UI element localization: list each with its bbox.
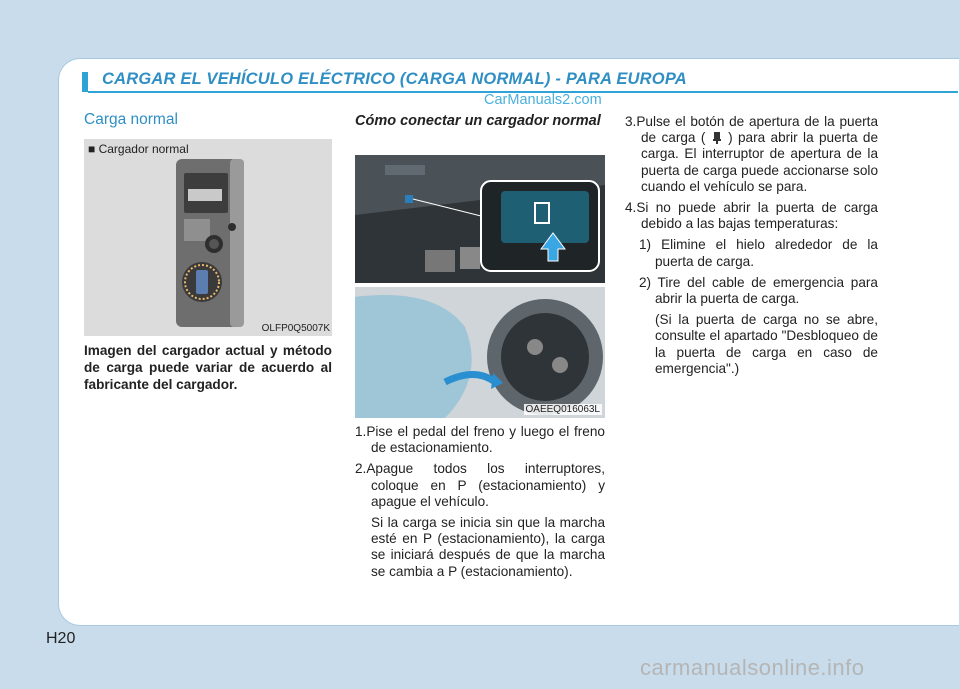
- charge-door-icon: [711, 131, 723, 144]
- charge-door-photo: [355, 287, 605, 418]
- section-title: CARGAR EL VEHÍCULO ELÉCTRICO (CARGA NORMAL) - PARA EUROPA: [102, 70, 687, 88]
- step-4-sub-2: 2) Tire del cable de emergencia para abrir la puerta de carga.: [639, 274, 878, 307]
- charger-caption: Imagen del cargador actual y método de carga puede variar de acuerdo al fabricante del cargador.: [84, 343, 332, 392]
- step-4-note: (Si la puerta de carga no se abre, consulte el apartado "Desbloqueo de la puerta de carga en caso de emergencia".): [655, 312, 878, 376]
- pedal-illustration: [355, 155, 605, 283]
- brake-pedal-photo: [355, 155, 605, 283]
- step-3: [625, 114, 878, 195]
- step-1: 1.Pise el pedal del freno y luego el freno de estacionamiento.: [355, 424, 605, 456]
- step-4: 4.Si no puede abrir la puerta de carga debido a las bajas temperaturas:: [625, 200, 878, 232]
- page-number: H20: [46, 630, 76, 647]
- connect-heading: Cómo conectar un cargador normal: [355, 113, 601, 129]
- site-watermark[interactable]: CarManuals2.com: [484, 92, 602, 108]
- title-accent-bar: [82, 72, 88, 92]
- steps-list-middle: [355, 424, 605, 585]
- footer-watermark[interactable]: carmanualsonline.info: [640, 655, 865, 680]
- figure-code: OLFP0Q5007K: [261, 323, 330, 334]
- steps-list-right: [625, 114, 878, 377]
- photo-code: OAEEQ016063L: [525, 404, 600, 415]
- step-3-text-after: ) para abrir la puerta de carga. El interruptor de apertura de la puerta de carga puede accionarse solo cuando el vehículo se para.: [641, 130, 879, 194]
- charger-figure: [84, 139, 332, 336]
- charger-illustration: [84, 139, 332, 336]
- figure-label: ■ Cargador normal: [88, 142, 189, 156]
- step-2: 2.Apague todos los interruptores, coloque en P (estacionamiento) y apague el vehículo.: [355, 461, 605, 509]
- step-3-text-before: 3.Pulse el botón de apertura de la puerta de carga (: [625, 114, 878, 146]
- carga-normal-heading: Carga normal: [84, 111, 178, 128]
- step-4-sub-1: 1) Elimine el hielo alrededor de la puerta de carga.: [639, 237, 878, 269]
- charge-door-illustration: [355, 287, 605, 418]
- step-2-note: Si la carga se inicia sin que la marcha esté en P (estacionamiento), la carga se iniciará después de que la marcha se cambia a P (estacionamiento).: [371, 515, 605, 579]
